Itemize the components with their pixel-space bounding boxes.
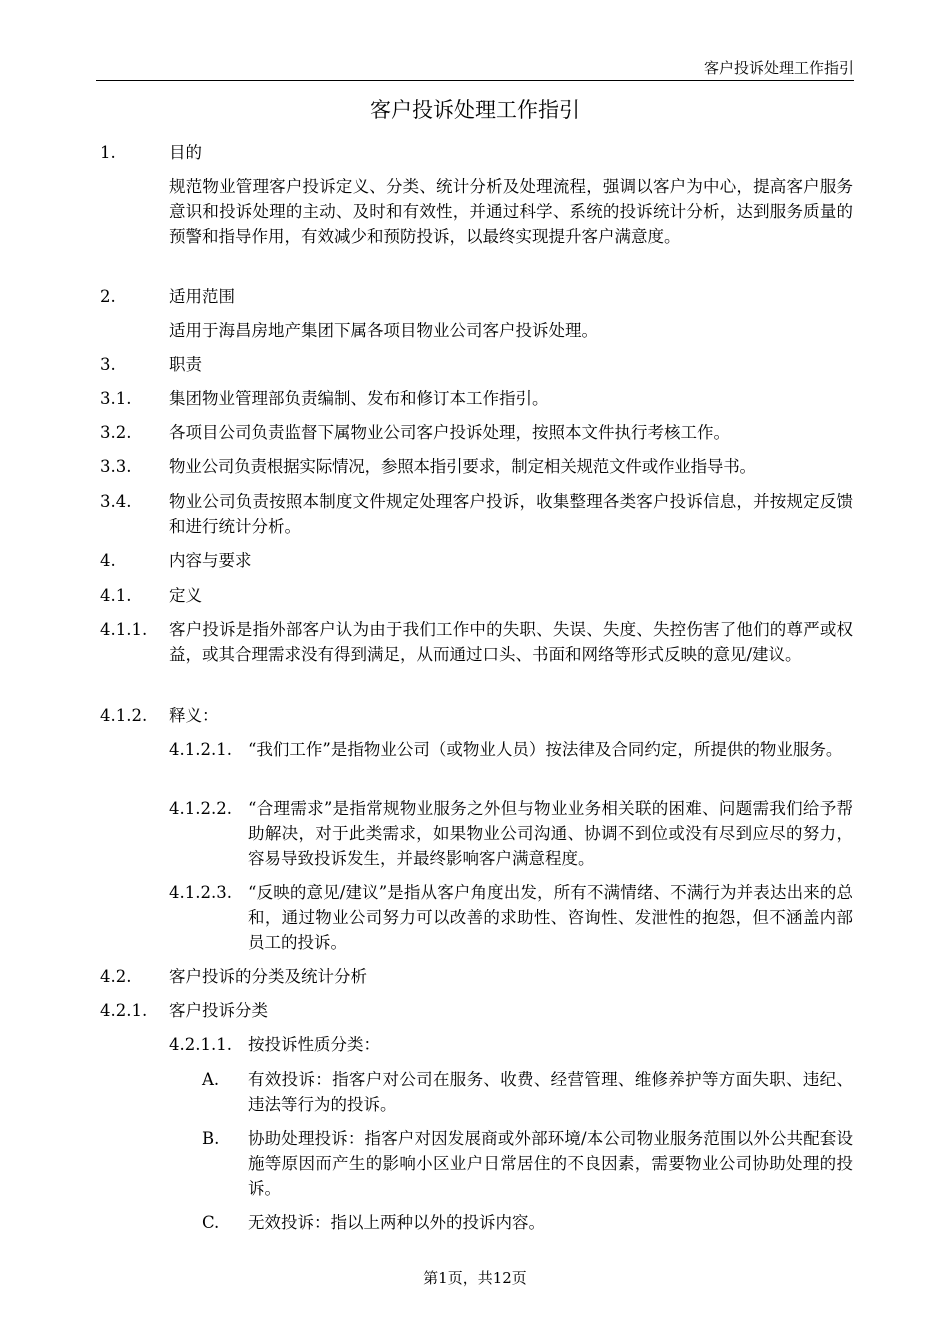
- clause-number: 4.2.1.: [100, 1001, 148, 1020]
- section-number: 2.: [100, 287, 116, 306]
- section-heading: 内容与要求: [169, 551, 252, 570]
- list-item-text: 有效投诉：指客户对公司在服务、收费、经营管理、维修养护等方面失职、违纪、违法等行为的投诉。: [248, 1070, 853, 1114]
- section-paragraph: 规范物业管理客户投诉定义、分类、统计分析及处理流程，强调以客户为中心，提高客户服务意识和投诉处理的主动、及时和有效性，并通过科学、系统的投诉统计分析，达到服务质量的预警和指导作用，有效减少和预防投诉，以最终实现提升客户满意度。: [169, 177, 853, 246]
- subclause-heading: 按投诉性质分类：: [248, 1035, 380, 1054]
- section-number: 3.: [100, 355, 116, 374]
- clause-number: 3.3.: [100, 457, 132, 476]
- clause-heading: 客户投诉分类: [169, 1001, 268, 1020]
- section-heading: 适用范围: [169, 287, 235, 306]
- section-number: 1.: [100, 143, 116, 162]
- clause-number: 4.2.: [100, 967, 132, 986]
- clause-number: 4.1.: [100, 586, 132, 605]
- clause-text: 物业公司负责按照本制度文件规定处理客户投诉，收集整理各类客户投诉信息，并按规定反馈和进行统计分析。: [169, 492, 853, 536]
- section-heading: 目的: [169, 143, 202, 162]
- subclause-text: “我们工作”是指物业公司（或物业人员）按法律及合同约定，所提供的物业服务。: [248, 740, 843, 759]
- section-paragraph: 适用于海昌房地产集团下属各项目物业公司客户投诉处理。: [169, 321, 598, 340]
- clause-number: 3.1.: [100, 389, 132, 408]
- list-item-marker: A.: [202, 1070, 220, 1089]
- clause-text: 集团物业管理部负责编制、发布和修订本工作指引。: [169, 389, 549, 408]
- page-number-footer: 第1页，共12页: [423, 1269, 527, 1287]
- clause-heading: 定义: [169, 586, 202, 605]
- list-item-text: 无效投诉：指以上两种以外的投诉内容。: [248, 1213, 545, 1232]
- clause-text: 各项目公司负责监督下属物业公司客户投诉处理，按照本文件执行考核工作。: [169, 423, 730, 442]
- clause-number: 3.4.: [100, 492, 132, 511]
- clause-heading: 客户投诉的分类及统计分析: [169, 967, 367, 986]
- header-rule: [96, 80, 854, 81]
- list-item-marker: B.: [202, 1129, 220, 1148]
- subclause-text: “反映的意见/建议”是指从客户角度出发，所有不满情绪、不满行为并表达出来的总和，通过物业公司努力可以改善的求助性、咨询性、发泄性的抱怨，但不涵盖内部员工的投诉。: [248, 883, 853, 952]
- list-item-text: 协助处理投诉：指客户对因发展商或外部环境/本公司物业服务范围以外公共配套设施等原因而产生的影响小区业户日常居住的不良因素，需要物业公司协助处理的投诉。: [248, 1129, 853, 1198]
- clause-number: 3.2.: [100, 423, 132, 442]
- subclause-number: 4.1.2.3.: [169, 883, 232, 902]
- clause-text: 客户投诉是指外部客户认为由于我们工作中的失职、失误、失度、失控伤害了他们的尊严或权益，或其合理需求没有得到满足，从而通过口头、书面和网络等形式反映的意见/建议。: [169, 620, 853, 664]
- clause-number: 4.1.1.: [100, 620, 148, 639]
- subclause-number: 4.2.1.1.: [169, 1035, 232, 1054]
- clause-text: 物业公司负责根据实际情况，参照本指引要求，制定相关规范文件或作业指导书。: [169, 457, 756, 476]
- section-heading: 职责: [169, 355, 202, 374]
- section-number: 4.: [100, 551, 116, 570]
- subclause-number: 4.1.2.2.: [169, 799, 232, 818]
- subclause-number: 4.1.2.1.: [169, 740, 232, 759]
- clause-number: 4.1.2.: [100, 706, 148, 725]
- list-item-marker: C.: [202, 1213, 220, 1232]
- clause-heading: 释义：: [169, 706, 219, 725]
- subclause-text: “合理需求”是指常规物业服务之外但与物业业务相关联的困难、问题需我们给予帮助解决，对于此类需求，如果物业公司沟通、协调不到位或没有尽到应尽的努力，容易导致投诉发生，并最终影响客户满意程度。: [248, 799, 853, 868]
- running-header-title: 客户投诉处理工作指引: [703, 59, 854, 77]
- document-title: 客户投诉处理工作指引: [370, 98, 580, 122]
